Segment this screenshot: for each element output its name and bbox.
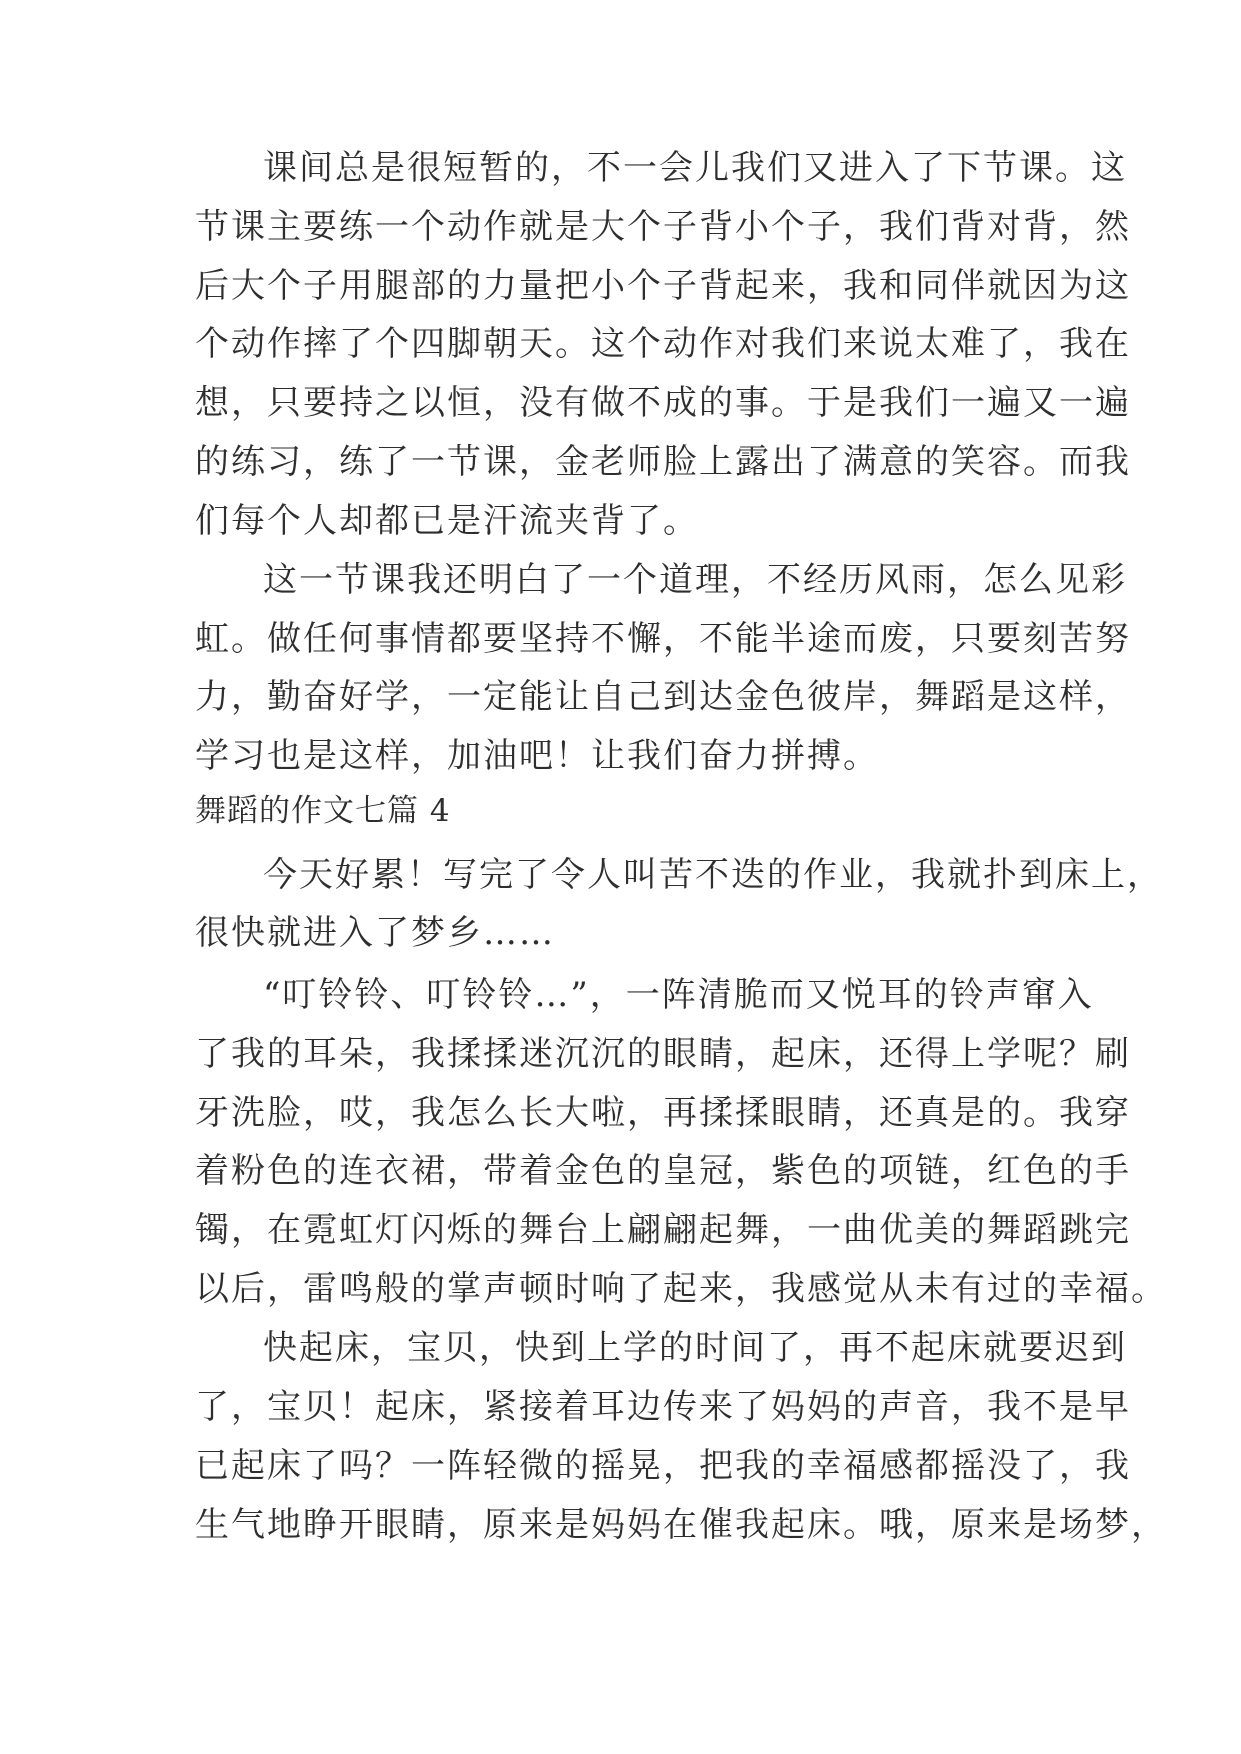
paragraph-line: 了我的耳朵，我揉揉迷沉沉的眼睛，起床，还得上学呢？刷 bbox=[195, 1034, 1131, 1074]
paragraph-line: 已起床了吗？一阵轻微的摇晃，把我的幸福感都摇没了，我 bbox=[195, 1446, 1131, 1486]
paragraph-line: 着粉色的连衣裙，带着金色的皇冠，紫色的项链，红色的手 bbox=[195, 1151, 1131, 1191]
paragraph-line: 生气地睁开眼睛，原来是妈妈在催我起床。哦，原来是场梦， bbox=[195, 1505, 1167, 1545]
section-heading: 舞蹈的作文七篇 4 bbox=[195, 793, 451, 829]
paragraph-line: 快起床，宝贝，快到上学的时间了，再不起床就要迟到 bbox=[263, 1328, 1127, 1368]
paragraph-line: 的练习，练了一节课，金老师脸上露出了满意的笑容。而我 bbox=[195, 442, 1131, 482]
paragraph-line: “叮铃铃、叮铃铃…”，一阵清脆而又悦耳的铃声窜入 bbox=[263, 975, 1094, 1015]
paragraph-line: 了，宝贝！起床，紧接着耳边传来了妈妈的声音，我不是早 bbox=[195, 1387, 1131, 1427]
paragraph-line: 想，只要持之以恒，没有做不成的事。于是我们一遍又一遍 bbox=[195, 383, 1131, 423]
paragraph-line: 今天好累！写完了令人叫苦不迭的作业，我就扑到床上， bbox=[263, 855, 1163, 895]
paragraph-line: 节课主要练一个动作就是大个子背小个子，我们背对背，然 bbox=[195, 207, 1131, 247]
paragraph-line: 课间总是很短暂的，不一会儿我们又进入了下节课。这 bbox=[263, 148, 1127, 188]
paragraph-line: 以后，雷鸣般的掌声顿时响了起来，我感觉从未有过的幸福。 bbox=[195, 1269, 1167, 1309]
paragraph-line: 镯，在霓虹灯闪烁的舞台上翩翩起舞，一曲优美的舞蹈跳完 bbox=[195, 1210, 1131, 1250]
paragraph-line: 学习也是这样，加油吧！让我们奋力拼搏。 bbox=[195, 736, 879, 776]
paragraph-line: 力，勤奋好学，一定能让自己到达金色彼岸，舞蹈是这样， bbox=[195, 677, 1131, 717]
paragraph-line: 后大个子用腿部的力量把小个子背起来，我和同伴就因为这 bbox=[195, 266, 1131, 306]
paragraph-line: 这一节课我还明白了一个道理，不经历风雨，怎么见彩 bbox=[263, 560, 1127, 600]
paragraph-line: 很快就进入了梦乡…… bbox=[195, 913, 555, 953]
paragraph-line: 虹。做任何事情都要坚持不懈，不能半途而废，只要刻苦努 bbox=[195, 619, 1131, 659]
paragraph-line: 们每个人却都已是汗流夹背了。 bbox=[195, 501, 699, 541]
paragraph-line: 牙洗脸，哎，我怎么长大啦，再揉揉眼睛，还真是的。我穿 bbox=[195, 1093, 1131, 1133]
paragraph-line: 个动作摔了个四脚朝天。这个动作对我们来说太难了，我在 bbox=[195, 324, 1131, 364]
